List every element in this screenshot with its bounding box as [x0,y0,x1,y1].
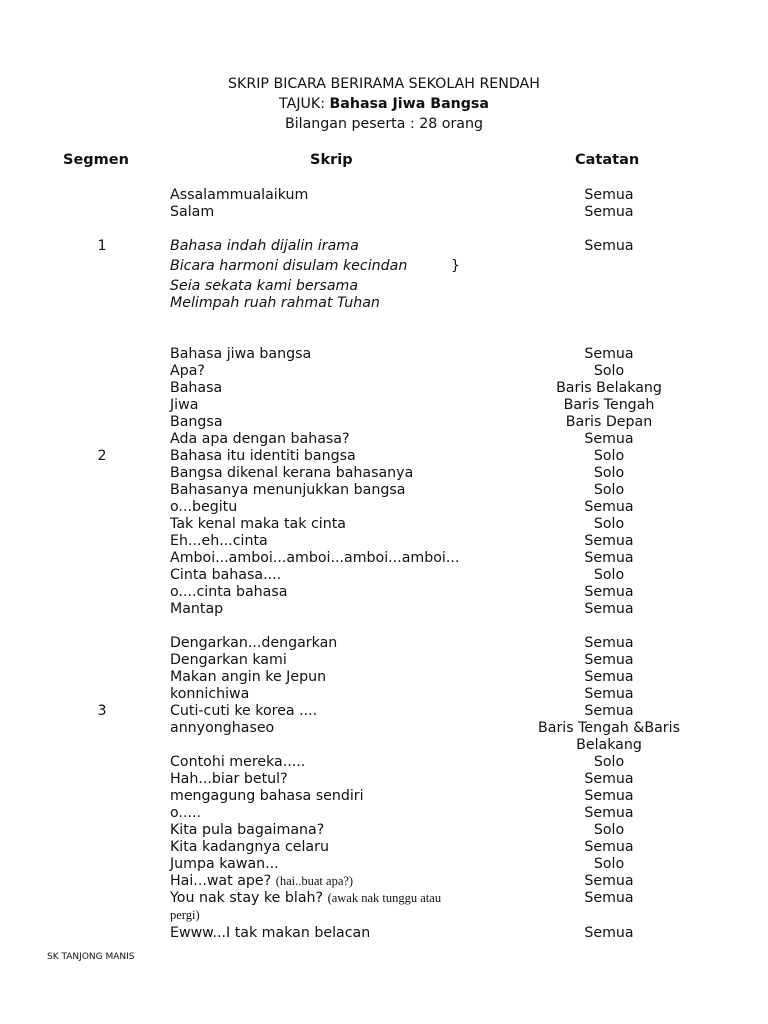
catatan-note: Solo [593,363,625,379]
script-text: Assalammualaikum [170,187,309,203]
script-line [170,686,249,703]
script-text: Amboi...amboi...amboi...amboi...amboi... [170,550,460,566]
script-text: You nak stay ke blah? [170,890,328,906]
table-row [0,720,768,737]
script-line [170,754,305,771]
script-text: Kita kadangnya celaru [170,839,329,855]
catatan-note: Baris Depan [565,414,653,430]
script-line [170,567,281,584]
column-header-segmen: Segmen [63,152,129,168]
brace-mark: } [451,258,460,274]
table-row [0,204,768,221]
script-text: Melimpah ruah rahmat Tuhan [170,295,380,311]
script-line [170,822,324,839]
script-text: Bahasa [170,380,223,396]
script-line [170,187,308,204]
catatan-note: Semua [584,584,634,600]
column-header-skrip: Skrip [310,152,353,168]
table-row [0,380,768,397]
participant-count: Bilangan peserta : 28 orang [284,116,483,132]
script-text: Apa? [170,363,205,379]
catatan-note: Solo [593,482,625,498]
script-line [170,669,326,686]
table-row [0,788,768,805]
table-row [0,584,768,601]
catatan-note: Semua [584,805,634,821]
script-text: Bicara harmoni disulam kecindan [170,258,408,274]
script-text: Mantap [170,601,224,617]
table-row [0,635,768,652]
catatan-note: Baris Tengah &Baris [538,720,680,736]
catatan-note: Semua [584,839,634,855]
script-text: Contohi mereka..... [170,754,306,770]
catatan-note: Semua [584,873,634,889]
catatan-note: Semua [584,187,634,203]
catatan-note: Semua [584,499,634,515]
table-row [0,550,768,567]
table-row [0,482,768,499]
catatan-note: Solo [593,465,625,481]
script-text: konnichiwa [170,686,250,702]
table-row [0,567,768,584]
table-row [0,397,768,414]
table-row [0,856,768,873]
script-line [170,516,346,533]
catatan-note: Semua [584,652,634,668]
script-line [170,839,329,856]
column-header-catatan: Catatan [575,152,640,168]
catatan-note: Semua [584,788,634,804]
script-line [170,703,317,720]
catatan-note: Semua [584,703,634,719]
script-text: mengagung bahasa sendiri [170,788,364,804]
script-line [170,550,459,567]
script-line [170,397,198,414]
catatan-note: Solo [593,448,625,464]
table-row [0,839,768,856]
script-text: Tak kenal maka tak cinta [170,516,346,532]
script-text: Dengarkan kami [170,652,287,668]
catatan-note: Semua [584,890,634,906]
script-line [170,635,337,652]
script-text: Ewww...I tak makan belacan [170,925,371,941]
script-line [170,204,214,221]
script-line [170,805,201,822]
table-row [0,295,768,312]
script-text: Seia sekata kami bersama [170,278,359,294]
catatan-note: Solo [593,567,625,583]
table-row [0,533,768,550]
catatan-note: Semua [584,238,634,254]
script-text: Cuti-cuti ke korea .... [170,703,318,719]
table-row [0,448,768,465]
catatan-note: Semua [584,925,634,941]
catatan-note: Semua [584,204,634,220]
script-line [170,278,358,295]
script-line [170,720,274,737]
table-row [0,686,768,703]
table-row [0,187,768,204]
table-row [0,431,768,448]
script-text: Bangsa [170,414,223,430]
script-text: annyonghaseo [170,720,275,736]
script-line [170,414,223,431]
table-row [0,278,768,295]
table-row [0,414,768,431]
script-line [170,499,237,516]
script-line [170,601,223,618]
script-line [170,431,350,448]
script-text: Jiwa [170,397,199,413]
script-line [170,238,359,255]
table-row [0,925,768,942]
script-line [170,295,380,312]
script-line [170,925,370,942]
script-text: Eh...eh...cinta [170,533,268,549]
script-text: Bangsa dikenal kerana bahasanya [170,465,414,481]
table-row [0,465,768,482]
table-row [0,822,768,839]
script-aside: (awak nak tunggu atau [327,891,442,905]
segment-number-1: 1 [97,238,107,254]
catatan-note: Semua [584,771,634,787]
script-line [170,584,287,601]
table-row [0,516,768,533]
script-text: Bahasa itu identiti bangsa [170,448,356,464]
catatan-note: Semua [584,686,634,702]
catatan-note: Solo [593,516,625,532]
topic-value: Bahasa Jiwa Bangsa [329,96,489,112]
catatan-note: Belakang [576,737,642,753]
catatan-note: Baris Tengah [563,397,655,413]
table-row [0,771,768,788]
table-row [0,346,768,363]
script-line [170,533,268,550]
catatan-note: Semua [584,635,634,651]
table-row [0,258,768,275]
script-text: Kita pula bagaimana? [170,822,325,838]
footer-school-name: SK TANJONG MANIS [47,952,135,962]
table-row [0,601,768,618]
script-line [170,873,353,890]
script-text: Makan angin ke Jepun [170,669,327,685]
table-row [0,703,768,720]
script-line [170,856,279,873]
script-text: Ada apa dengan bahasa? [170,431,350,447]
table-row [0,873,768,890]
script-text: o....cinta bahasa [170,584,288,600]
script-line [170,788,364,805]
catatan-note: Solo [593,856,625,872]
segment-number-2: 2 [97,448,107,464]
catatan-note: Semua [584,550,634,566]
catatan-note: Baris Belakang [556,380,662,396]
topic-label: TAJUK: [279,96,330,112]
script-line [170,380,222,397]
script-aside: (hai..buat apa?) [275,874,354,888]
catatan-note: Semua [584,669,634,685]
document-title: SKRIP BICARA BERIRAMA SEKOLAH RENDAH [228,76,540,92]
script-text: Hah...biar betul? [170,771,288,787]
catatan-note: Solo [593,822,625,838]
script-line [170,465,413,482]
script-text: Bahasa jiwa bangsa [170,346,312,362]
catatan-note: Semua [584,533,634,549]
script-text: o..... [170,805,201,821]
script-text: Hai...wat ape? [170,873,276,889]
script-text: Cinta bahasa.... [170,567,282,583]
table-row [0,238,768,255]
script-text: o...begitu [170,499,238,515]
catatan-note: Solo [593,754,625,770]
table-row [0,754,768,771]
segment-number-3: 3 [97,703,107,719]
script-text: Dengarkan...dengarkan [170,635,338,651]
table-row [0,499,768,516]
table-row [0,652,768,669]
script-text: Jumpa kawan... [170,856,279,872]
document-topic [0,94,768,114]
table-row [0,669,768,686]
table-row [0,805,768,822]
script-line [170,346,311,363]
aside-continuation: pergi) [170,908,200,922]
table-row [0,363,768,380]
catatan-note: Semua [584,346,634,362]
catatan-note: Semua [584,601,634,617]
script-line [170,482,405,499]
script-text: Bahasa indah dijalin irama [170,238,359,254]
script-line [170,771,288,788]
script-line [170,363,205,380]
script-line [170,652,287,669]
catatan-note: Semua [584,431,634,447]
script-line [170,258,407,275]
table-row [0,737,768,754]
script-line [170,448,356,465]
script-text: Bahasanya menunjukkan bangsa [170,482,406,498]
table-row [0,890,768,907]
script-text: Salam [170,204,215,220]
script-line [170,890,441,907]
